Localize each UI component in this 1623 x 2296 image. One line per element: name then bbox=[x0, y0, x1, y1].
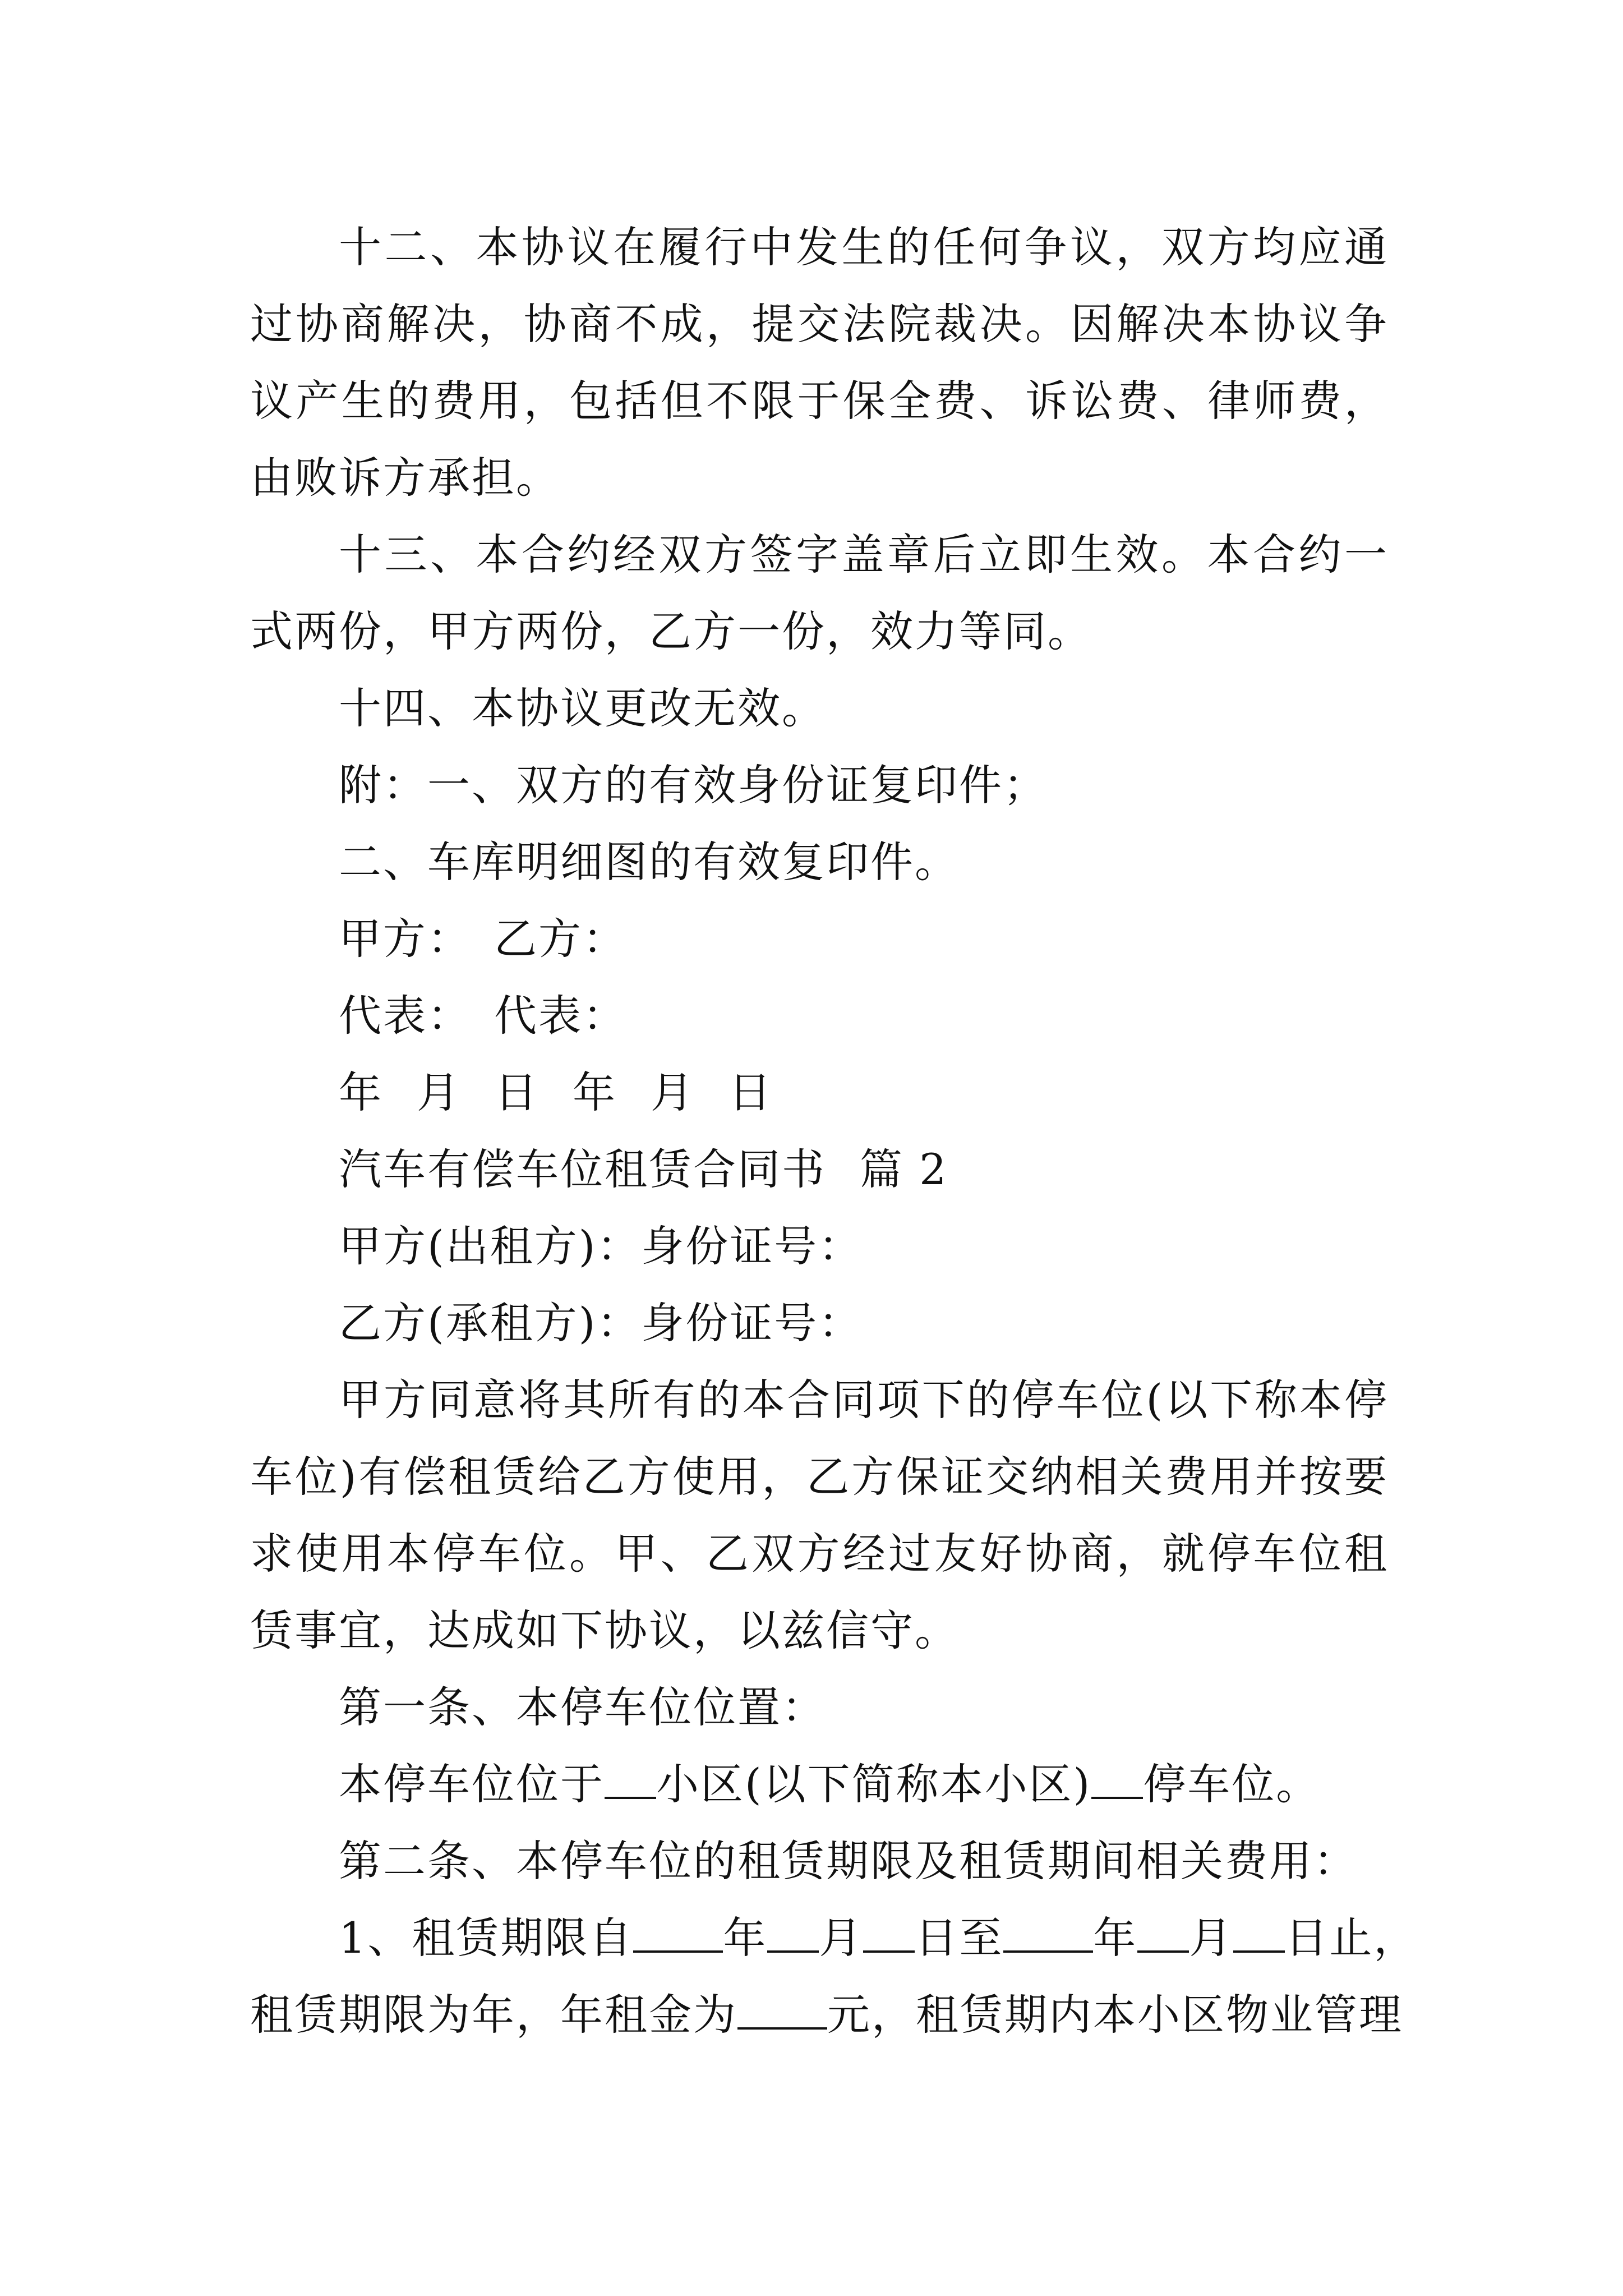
term-paragraph bbox=[250, 1899, 1418, 2053]
article-1-text-a: 本停车位位于 bbox=[339, 1759, 605, 1809]
article-1-location bbox=[250, 1746, 1389, 1823]
lessor-line: 甲方(出租方)：身份证号： bbox=[339, 1221, 863, 1271]
blank-field bbox=[1137, 1917, 1189, 1953]
term-month-1: 月 bbox=[819, 1913, 864, 1963]
article-1-text-c: 停车位。 bbox=[1143, 1759, 1321, 1809]
blank-field bbox=[605, 1763, 656, 1799]
attachment-2: 二、车库明细图的有效复印件。 bbox=[339, 837, 959, 887]
clause-12: 十二、本协议在履行中发生的任何争议，双方均应通过协商解决，协商不成，提交法院裁决。因解决本协议争议产生的费用，包括但不限于保全费、诉讼费、律师费，由败诉方承担。 bbox=[250, 222, 1389, 503]
term-rent-unit-text: 元，租赁期内本小区物业管理 bbox=[827, 1990, 1403, 2040]
rep-b-label: 代表： bbox=[494, 991, 627, 1041]
date-month-a: 月 bbox=[417, 1068, 461, 1117]
blank-field bbox=[737, 1994, 827, 2030]
date-day-a: 日 bbox=[495, 1068, 539, 1117]
term-day-to: 日至 bbox=[915, 1913, 1004, 1963]
contract-2-section: 篇 2 bbox=[860, 1144, 948, 1194]
date-month-b: 月 bbox=[651, 1068, 695, 1117]
term-start-text: 1、租赁期限自 bbox=[339, 1913, 634, 1963]
blank-field bbox=[1091, 1763, 1143, 1799]
document-body bbox=[250, 209, 1418, 2053]
clause-13: 十三、本合约经双方签字盖章后立即生效。本合约一式两份，甲方两份，乙方一份，效力等同。 bbox=[250, 530, 1389, 656]
intro-paragraph: 甲方同意将其所有的本合同项下的停车位(以下称本停车位)有偿租赁给乙方使用，乙方保证交纳相关费用并按要求使用本停车位。甲、乙双方经过友好协商，就停车位租赁事宜，达成如下协议，以兹信守。 bbox=[250, 1375, 1389, 1655]
date-year-b: 年 bbox=[573, 1068, 617, 1117]
party-b-label: 乙方： bbox=[494, 914, 627, 964]
term-year-2: 年 bbox=[1093, 1913, 1138, 1963]
term-line-2 bbox=[250, 1976, 1403, 2053]
blank-field bbox=[1003, 1917, 1093, 1953]
term-rent-text: 租赁期限为年，年租金为 bbox=[250, 1990, 737, 2040]
blank-field bbox=[767, 1917, 819, 1953]
attachment-1: 附：一、双方的有效身份证复印件； bbox=[339, 760, 1048, 810]
date-year-a: 年 bbox=[339, 1068, 383, 1117]
term-year-1: 年 bbox=[723, 1913, 768, 1963]
term-day-end: 日止， bbox=[1285, 1913, 1418, 1963]
contract-2-title: 汽车有偿车位租赁合同书 bbox=[339, 1144, 826, 1194]
rep-a-label: 代表： bbox=[339, 991, 472, 1041]
date-day-b: 日 bbox=[728, 1068, 773, 1117]
article-1-text-b: 小区(以下简称本小区) bbox=[656, 1759, 1092, 1809]
clause-14: 十四、本协议更改无效。 bbox=[339, 683, 826, 733]
article-2-title: 第二条、本停车位的租赁期限及租赁期间相关费用： bbox=[339, 1836, 1358, 1886]
lessee-line: 乙方(承租方)：身份证号： bbox=[339, 1298, 863, 1348]
party-a-label: 甲方： bbox=[339, 914, 472, 964]
blank-field bbox=[633, 1917, 723, 1953]
contract-2-heading bbox=[250, 1131, 1389, 1208]
article-1-title: 第一条、本停车位位置： bbox=[339, 1682, 826, 1732]
term-month-2: 月 bbox=[1189, 1913, 1234, 1963]
blank-field bbox=[1233, 1917, 1285, 1953]
signature-representatives bbox=[250, 977, 1389, 1054]
blank-field bbox=[863, 1917, 915, 1953]
signature-parties bbox=[250, 900, 1389, 977]
term-line-1 bbox=[250, 1899, 1418, 1976]
signature-dates bbox=[250, 1054, 1389, 1131]
